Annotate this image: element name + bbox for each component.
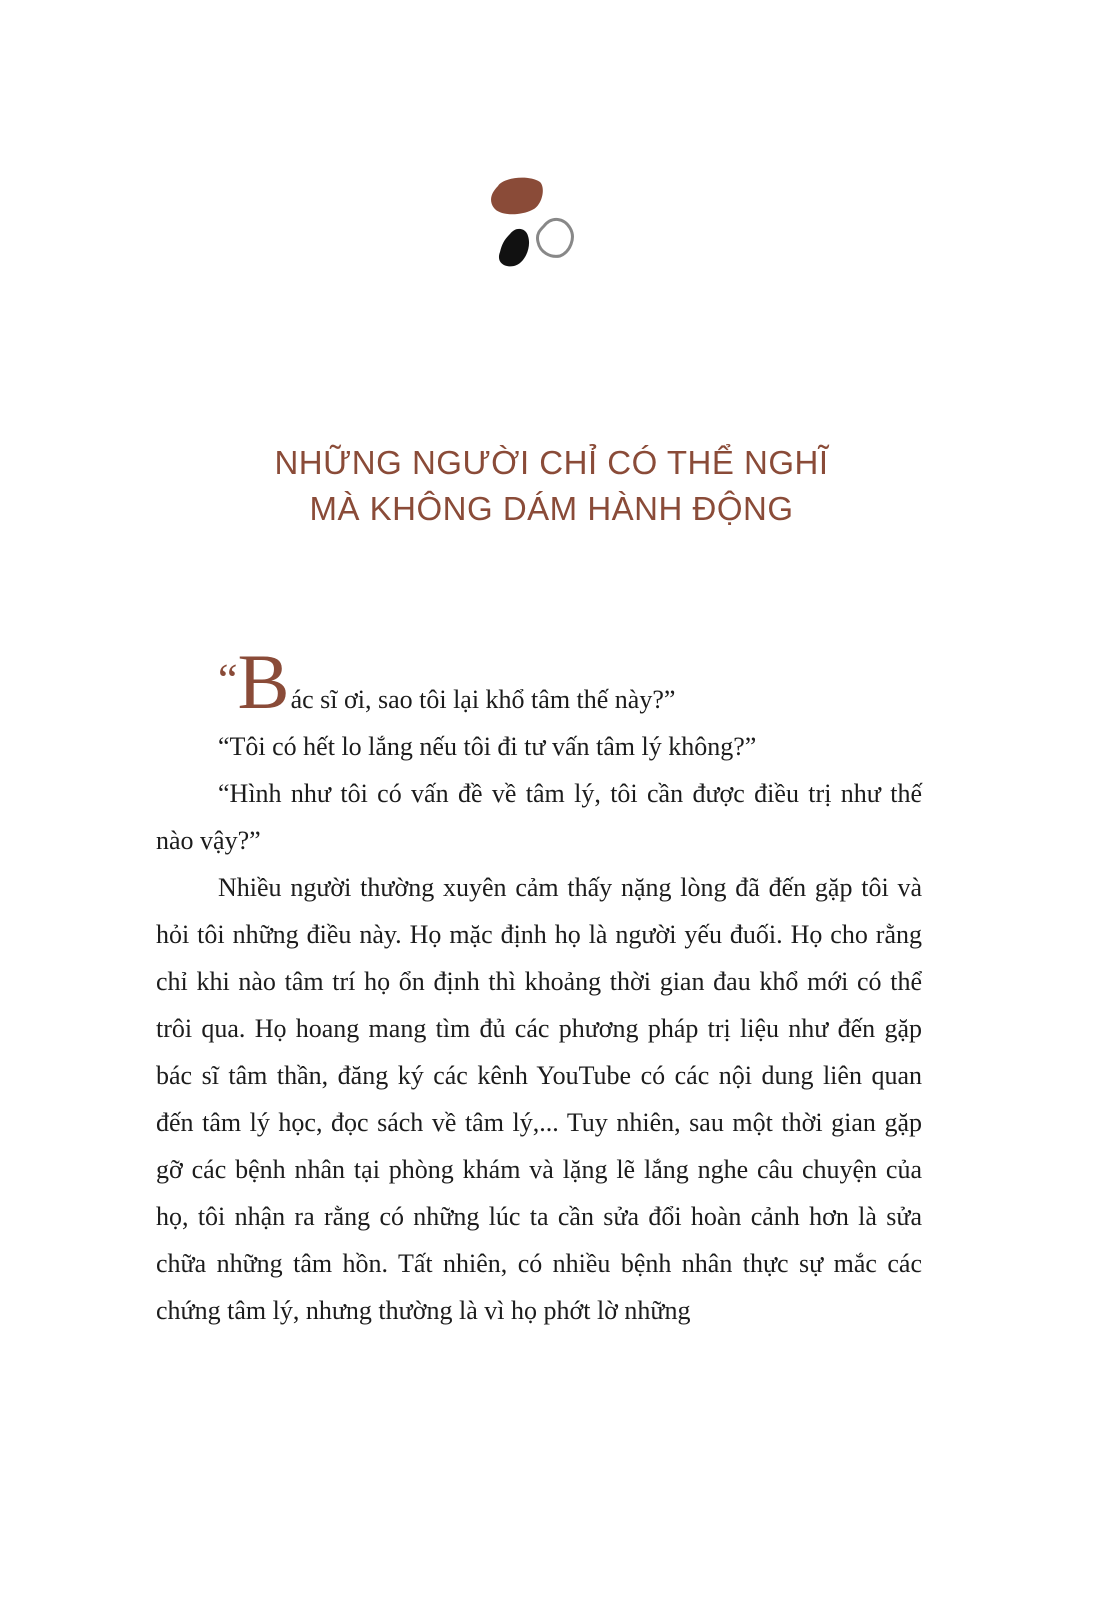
paragraph-1 — [156, 638, 922, 725]
chapter-title-line-1: NHỮNG NGƯỜI CHỈ CÓ THỂ NGHĨ — [274, 444, 829, 481]
black-pebble-icon — [499, 229, 529, 266]
body-text — [156, 638, 922, 1334]
dropcap-letter: B — [237, 638, 290, 725]
paragraph-2: “Tôi có hết lo lắng nếu tôi đi tư vấn tâm lý không?” — [218, 732, 757, 761]
paragraph-4: Nhiều người thường xuyên cảm thấy nặng lòng đã đến gặp tôi và hỏi tôi những điều này. Họ mặc định họ là người yếu đuối. Họ cho rằng chỉ khi nào tâm trí họ ổn định thì khoảng thời gian đau khổ mới có thể trôi qua. Họ hoang mang tìm đủ các phương pháp trị liệu như đến gặp bác sĩ tâm thần, đăng ký các kênh YouTube có các nội dung liên quan đến tâm lý học, đọc sách về tâm lý,... Tuy nhiên, sau một thời gian gặp gỡ các bệnh nhân tại phòng khám và lặng lẽ lắng nghe câu chuyện của họ, tôi nhận ra rằng có những lúc ta cần sửa đổi hoàn cảnh hơn là sửa chữa những tâm hồn. Tất nhiên, có nhiều bệnh nhân thực sự mắc các chứng tâm lý, nhưng thường là vì họ phớt lờ những — [156, 873, 922, 1325]
three-pebbles-icon — [490, 176, 590, 276]
paragraph-1-text: ác sĩ ơi, sao tôi lại khổ tâm thế này?” — [290, 685, 676, 714]
brown-pebble-icon — [491, 178, 543, 215]
chapter-title-line-2: MÀ KHÔNG DÁM HÀNH ĐỘNG — [309, 490, 794, 527]
pebbles-svg — [490, 176, 590, 276]
outline-pebble-icon — [537, 219, 572, 256]
paragraph-3: “Hình như tôi có vấn đề về tâm lý, tôi cần được điều trị như thế nào vậy?” — [156, 779, 922, 855]
chapter-title — [0, 440, 1103, 532]
dropcap-quote: “ — [218, 655, 238, 704]
